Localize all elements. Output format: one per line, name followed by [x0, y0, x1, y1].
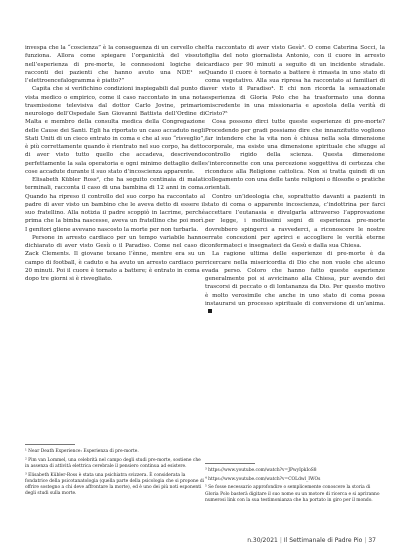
footnote: ⁴ https://www.youtube.com/watch?v=COLdwl_IWOs: [205, 476, 321, 482]
right-column: [205, 44, 385, 316]
page-footer: [247, 537, 376, 544]
end-of-article-mark: [208, 309, 212, 313]
paragraph: Ha raccontato di aver visto Gesù³. O come Caterina Socci, la figlia del noto giornalista Antonio, con il cuore in arresto cardiaco per 90 minuti a seguito di un incidente stradale. Quando il cuore è tornato a battere è rimasta in uno stato di coma vegetativo. Alla sua ripresa ha raccontato ai familiari di aver visto il Paradiso⁴. E chi non ricorda la sensazionale esperienza di Gloria Polo che ha trasformato una donna miscredente in una missionaria e apostola della verità di Cristo?⁵: [205, 45, 385, 117]
footnotes-left: [25, 449, 205, 500]
paragraph: Cosa possono dirci tutte queste esperienze di pre-morte? Procedendo per gradi possiamo dire che innanzitutto vogliono far intendere che la vita non è chiusa nella sola dimensione corporale, ma esiste una dimensione spirituale che sfugge al controllo rigido della scienza. Questa dimensione s’interconnette con una percezione soggettiva di certezza che riconduce alla Religione cattolica. Non si tratta quindi di un collegamento con una delle tante religioni o filosofie o pratiche orientali.: [205, 119, 385, 192]
paragraph: Contro un’ideologia che, soprattutto davanti a pazienti in stato di coma o apparente incoscienza, c’indottrina per farci accettare l’eutanasia e divulgarla attraverso l’approvazione per legge, i moltissimi segni di esperienza pre-morte dovrebbero spingerci a ravvederci, a riconoscere le nostre errate concezioni per aprirci e accogliere le verità eterne confermateci e insegnateci da Gesù e dalla sua Chiesa.: [205, 193, 385, 249]
paragraph: [205, 250, 385, 316]
footnotes-right: [205, 468, 385, 507]
footnote: ¹ Near Death Experience: Esperienza di pre-morte.: [25, 449, 139, 454]
issue-number: n.30/2021: [247, 537, 278, 544]
paragraph: invespa che la “coscienza” è la conseguenza di un cervello che funziona. Allora come spiegare l’organicità del vissuto nell’esperienza di pre-morte, le connessioni logiche dei racconti dei pazienti che hanno avuto una NDE¹ se l’elettroencefalogramma è piatto?”: [25, 45, 205, 84]
paragraph: Persone in arresto cardiaco per un tempo variabile hanno dichiarato di aver visto Gesù o il Paradiso. Come nel caso di Zack Clements. Il giovane texano l’ènne, mentre era su un campo di football, è caduto e ha avuto un arresto cardiaco per 20 minuti. Poi il cuore è tornato a battere; è entrato in coma e dopo tre giorni si è risvegliato.: [25, 234, 205, 282]
paragraph-text: La ragione ultima delle esperienze di pre-morte è da ricercare nella misericordia di Dio che non vuole che alcuno vada perso. Coloro che hanno fatto queste esperienze generalmente poi si avvicinano alla Chiesa, pur avendo dei trascorsi di peccato o di lontananza da Dio. Per questo motivo è molto verosimile che anche in uno stato di coma possa instaurarsi un processo spirituale di conversione di un’anima.: [205, 251, 385, 307]
paragraph: Elisabeth Kübler Ross², che ha seguito centinaia di malati terminali, racconta il caso di una bambina di 12 anni in coma. Quando ha ripreso il controllo del suo corpo ha raccontato al padre di aver visto un bambino che le aveva detto di essere il suo fratellino. Alla notizia il padre scoppiò in lacrime, perché prima che la bimba nascesse, aveva un fratellino che poi morì. I genitori gliene avevano nascosto la morte per non turbarla.: [25, 177, 205, 233]
footnote-rule-right: [205, 463, 255, 464]
footnote: ⁵ Se fosse necessario approfondire o semplicemente conoscere la storia di Gloria Polo basterà digitare il suo nome su un motore di ricerca e si apriranno numerosi link con la sua testimonianza che ha portato in giro per il mondo.: [205, 485, 380, 503]
footnote: ³ https://www.youtube.com/watch?v=JPwyIpkIoS8: [205, 468, 317, 473]
footer-separator: |: [364, 537, 367, 544]
footer-separator: |: [279, 537, 282, 544]
footnote: ² Pim van Lommel, una celebrità nel campo degli studi pre-morte, sostiene che in assenza di attività elettrica cerebrale il pensiero continua ad esistere.: [25, 457, 201, 469]
magazine-name: Il Settimanale di Padre Pio: [283, 537, 363, 544]
footnote-rule-left: [25, 444, 75, 445]
footnote: ³ Elisabeth Kübler-Ross è stata una psichiatra svizzera. È considerata la fondatrice della psicotanatologia (quella parte della psicologia che si propone di offrire sostegno a chi deve affrontare la morte), ed è uno dei più noti esponenti degli studi sulla morte.: [25, 472, 205, 497]
paragraph: Capita che si verifichino condizioni inspiegabili dal punto di vista medico o empirico, come il caso raccontato in una nota trasmissione televisiva dal dottor Carlo Jovine, primario neurologo dell’Ospedale San Giovanni Battista dell’Ordine di Malta e membro della consulta medica della Congregazione delle Cause dei Santi. Egli ha riportato un caso accaduto negli Stati Uniti di un cieco entrato in coma e che al suo “risveglio”, è più correttamente quando è rientrato nel suo corpo, ha detto di aver visto tutto quello che accadeva, descrivendo perfettamente la sala operatoria e ogni minimo dettaglio delle cose accadute durante il suo stato d’incoscienza apparente.: [25, 86, 205, 175]
left-column: [25, 44, 205, 283]
page-number: 37: [368, 537, 376, 544]
